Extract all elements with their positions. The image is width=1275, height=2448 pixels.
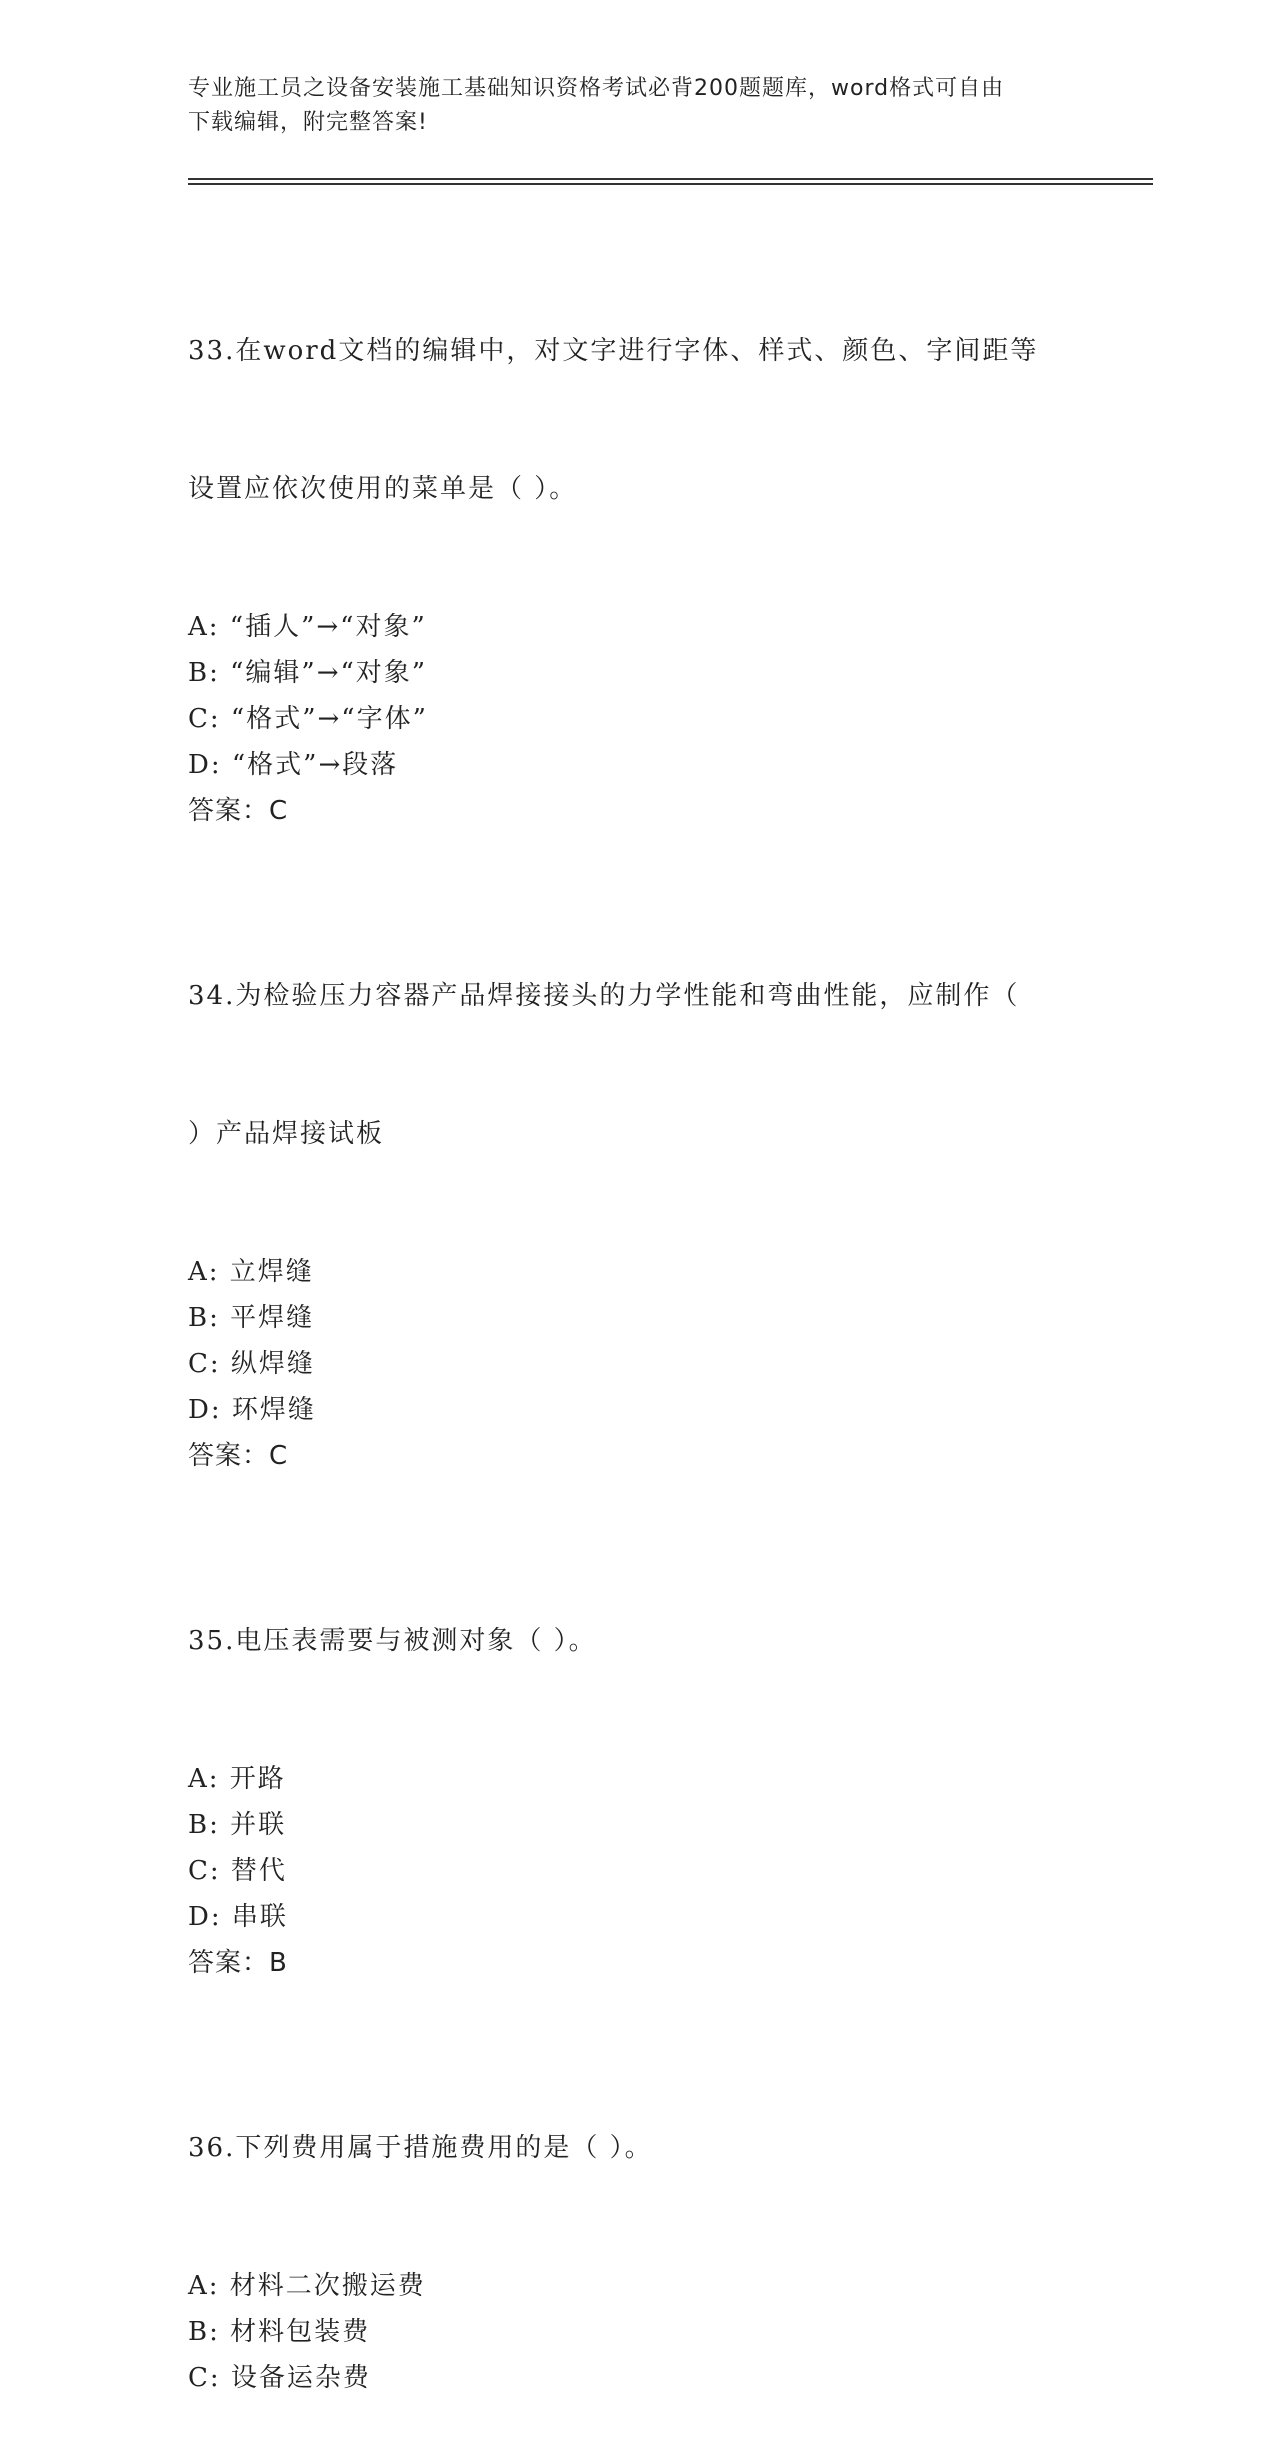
option-a: A: 开路 [188,1764,286,1794]
option-b: B: 材料包装费 [188,2317,371,2347]
header-divider-top [188,178,1153,180]
question-text-line: 34.为检验压力容器产品焊接接头的力学性能和弯曲性能，应制作（ [188,981,1020,1011]
question-text-line: 35.电压表需要与被测对象（ ）。 [188,1626,597,1656]
answer: 答案：C [188,796,289,826]
question-36 [188,2033,1088,2401]
option-d: D: 串联 [188,1902,288,1932]
option-b: B: “编辑”→“对象” [188,658,428,688]
option-d: D: “格式”→段落 [188,750,399,780]
question-text [188,1526,1088,1756]
option-d: D: 环焊缝 [188,1395,316,1425]
option-a: A: “插人”→“对象” [188,612,427,642]
question-34 [188,881,1088,1479]
option-c: C: 替代 [188,1856,287,1886]
header-line-1: 专业施工员之设备安装施工基础知识资格考试必背200题题库，word格式可自由 [188,76,1005,101]
question-list [188,236,1088,2448]
option-c: C: “格式”→“字体” [188,704,428,734]
question-text [188,236,1088,604]
option-c: C: 纵焊缝 [188,1349,315,1379]
question-text-line: 36.下列费用属于措施费用的是（ ）。 [188,2133,653,2163]
answer: 答案：B [188,1948,288,1978]
question-text [188,2033,1088,2263]
option-b: B: 并联 [188,1810,287,1840]
option-a: A: 材料二次搬运费 [188,2271,426,2301]
header-line-2: 下载编辑，附完整答案! [188,110,428,135]
question-35 [188,1526,1088,1986]
question-text-line: ）产品焊接试板 [188,1119,385,1149]
question-text [188,881,1088,1249]
header-divider-bottom [188,183,1153,185]
document-header [188,72,1088,140]
option-a: A: 立焊缝 [188,1257,314,1287]
question-33 [188,236,1088,834]
option-b: B: 平焊缝 [188,1303,315,1333]
question-text-line: 设置应依次使用的菜单是（ ）。 [188,474,578,504]
answer: 答案：C [188,1441,289,1471]
option-c: C: 设备运杂费 [188,2363,371,2393]
question-text-line: 33.在word文档的编辑中，对文字进行字体、样式、颜色、字间距等 [188,336,1039,366]
